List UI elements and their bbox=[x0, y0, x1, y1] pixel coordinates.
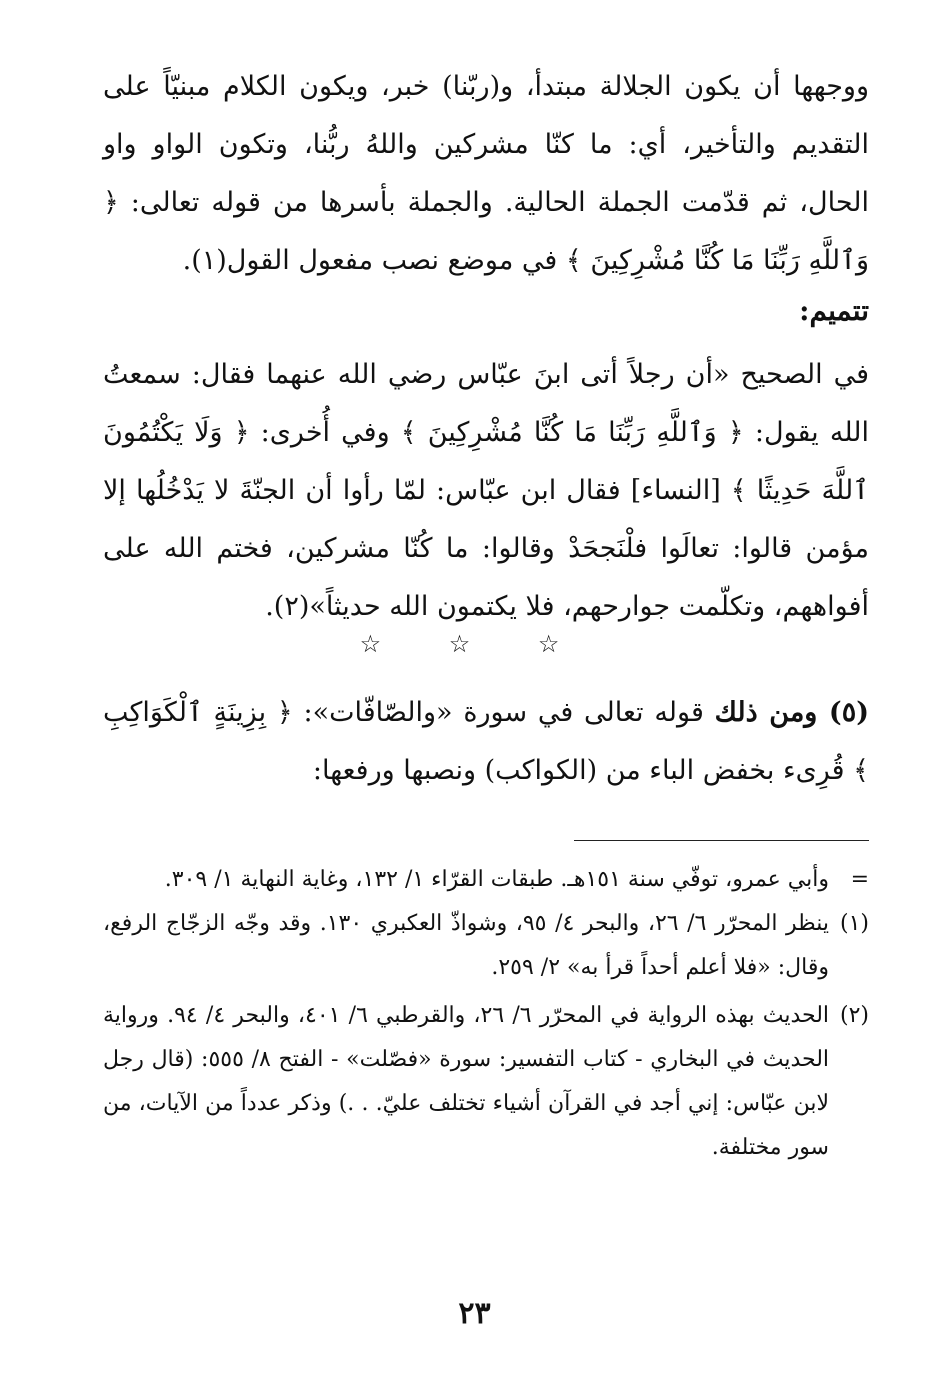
example-text: قوله تعالى في سورة «والصّافّات»: ﴿ بِزِينَةٍ ٱلْكَوَاكِبِ ﴾ قُرِىء بخفض الباء من (الكواكب) ونصبها ورفعها: bbox=[103, 697, 869, 786]
footnote-continuation bbox=[103, 858, 869, 902]
footnote-marker: (١) bbox=[839, 911, 869, 936]
footnote-separator bbox=[574, 840, 869, 841]
section-separator-stars: ☆ ☆ ☆ bbox=[359, 630, 590, 658]
footnote-text: ينظر المحرّر ٦/ ٢٦، والبحر ٤/ ٩٥، وشواذّ العكبري ١٣٠. وقد وجّه الزجّاج الرفع، وقال: «فلا أعلم أحداً قرأ به» ٢/ ٢٥٩. bbox=[103, 911, 829, 980]
footnote-1 bbox=[103, 902, 869, 990]
paragraph-hadith: في الصحيح «أن رجلاً أتى ابنَ عبّاس رضي الله عنهما فقال: سمعتُ الله يقول: ﴿ وَٱللَّهِ رَبِّنَا مَا كُنَّا مُشْرِكِينَ ﴾ وفي أُخرى: ﴿ وَلَا يَكْتُمُونَ ٱللَّهَ حَدِيثًا ﴾ [النساء] فقال ابن عبّاس: لمّا رأوا أن الجنّةَ لا يَدْخُلُها إلا مؤمن قالوا: تعالَوا فلْنَجحَدْ وقالوا: ما كُنّا مشركين، فختم الله على أفواههم، وتكلّمت جوارحهم، فلا يكتمون الله حديثاً»(٢). bbox=[103, 359, 869, 622]
paragraph-example-5 bbox=[103, 684, 869, 800]
paragraph-grammar-explanation: ووجهها أن يكون الجلالة مبتدأ، و(ربّنا) خبر، ويكون الكلام مبنيّاً على التقديم والتأخير، أي: ما كنّا مشركين واللهُ ربُّنا، وتكون الواو واو الحال، ثم قدّمت الجملة الحالية. والجملة بأسرها من قوله تعالى: ﴿ وَٱللَّهِ رَبِّنَا مَا كُنَّا مُشْرِكِينَ ﴾ في موضع نصب مفعول القول(١). bbox=[103, 71, 869, 276]
section-heading: تتميم: bbox=[799, 294, 869, 327]
example-number-label: (٥) ومن ذلك bbox=[714, 697, 869, 728]
footnote-marker: (٢) bbox=[839, 1003, 869, 1028]
footnote-2 bbox=[103, 994, 869, 1170]
page-number: ٢٣ bbox=[458, 1296, 491, 1331]
footnote-text: الحديث بهذه الرواية في المحرّر ٦/ ٢٦، والقرطبي ٦/ ٤٠١، والبحر ٤/ ٩٤. ورواية الحديث في البخاري - كتاب التفسير: سورة «فصّلت» - الفتح ٨/ ٥٥٥: (قال رجل لابن عبّاس: إني أجد في القرآن أشياء تختلف عليّ. . .) وذكر عدداً من الآيات، من سور مختلفة. bbox=[103, 1003, 830, 1160]
footnote-text: وأبي عمرو، توفّي سنة ١٥١هـ. طبقات القرّاء ١/ ١٣٢، وغاية النهاية ١/ ٣٠٩. bbox=[164, 867, 829, 892]
footnote-marker: = bbox=[850, 867, 869, 892]
